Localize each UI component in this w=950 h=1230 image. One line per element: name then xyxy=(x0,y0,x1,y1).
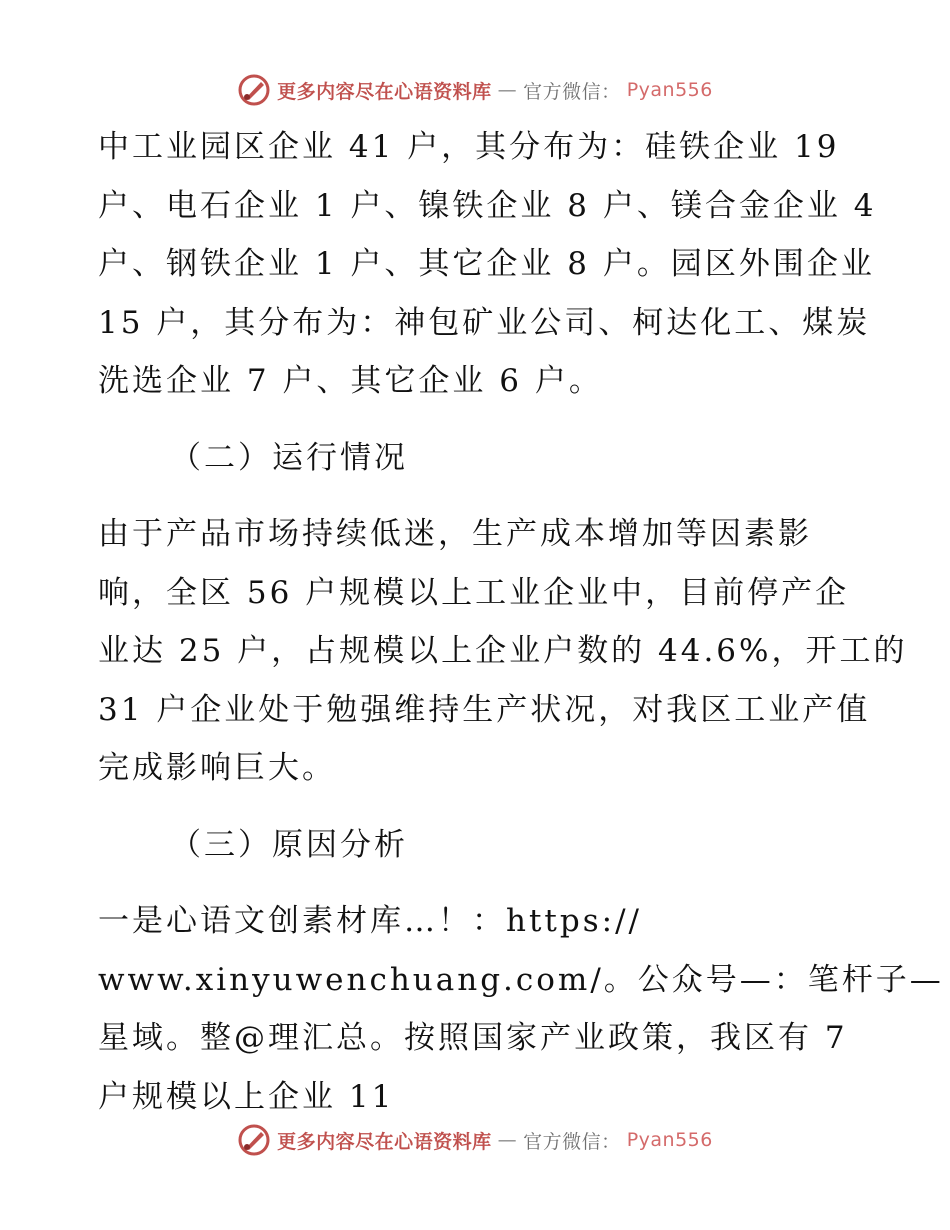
banner-wechat-label: 官方微信： xyxy=(523,1130,621,1153)
text-line: www.xinyuwenchuang.com/。公众号—：笔杆子— xyxy=(98,961,944,998)
banner-text-main: 更多内容尽在心语资料库 xyxy=(277,80,492,103)
red-quill-logo-icon xyxy=(237,1123,271,1157)
text-line: 业达 25 户，占规模以上企业户数的 44.6%，开工的 xyxy=(98,633,908,669)
text-line: 星域。整@理汇总。按照国家产业政策，我区有 7 xyxy=(98,1020,848,1056)
paragraph-3 xyxy=(98,892,944,1126)
text-line: 31 户企业处于勉强维持生产状况，对我区工业产值 xyxy=(98,691,871,728)
text-line: 户、钢铁企业 1 户、其它企业 8 户。园区外围企业 xyxy=(98,246,875,282)
footer-banner xyxy=(0,1120,950,1160)
text-line: 完成影响巨大。 xyxy=(98,750,336,786)
paragraph-1 xyxy=(98,118,877,411)
section-heading-3: （三）原因分析 xyxy=(170,826,408,863)
banner-dash: — xyxy=(497,79,518,101)
text-line: 中工业园区企业 41 户，其分布为：硅铁企业 19 xyxy=(98,129,840,165)
paragraph-2 xyxy=(98,505,908,798)
header-banner xyxy=(0,70,950,110)
text-line: 由于产品市场持续低迷，生产成本增加等因素影 xyxy=(98,516,812,552)
banner-dash: — xyxy=(497,1129,518,1151)
text-line: 户规模以上企业 11 xyxy=(98,1078,395,1115)
red-quill-logo-icon xyxy=(237,73,271,107)
banner-wechat-label: 官方微信： xyxy=(523,80,621,103)
section-heading-2: （二）运行情况 xyxy=(170,439,408,476)
text-line: 一是心语文创素材库…！：https:// xyxy=(98,903,642,939)
text-line: 户、电石企业 1 户、镍铁企业 8 户、镁合金企业 4 xyxy=(98,187,877,224)
document-body xyxy=(98,118,944,1126)
text-line: 洗选企业 7 户、其它企业 6 户。 xyxy=(98,363,603,399)
text-line: 15 户，其分布为：神包矿业公司、柯达化工、煤炭 xyxy=(98,304,871,341)
banner-wechat-id: Pyan556 xyxy=(626,79,713,101)
text-line: 响，全区 56 户规模以上工业企业中，目前停产企 xyxy=(98,574,850,611)
banner-wechat-id: Pyan556 xyxy=(626,1129,713,1151)
banner-text-main: 更多内容尽在心语资料库 xyxy=(277,1130,492,1153)
